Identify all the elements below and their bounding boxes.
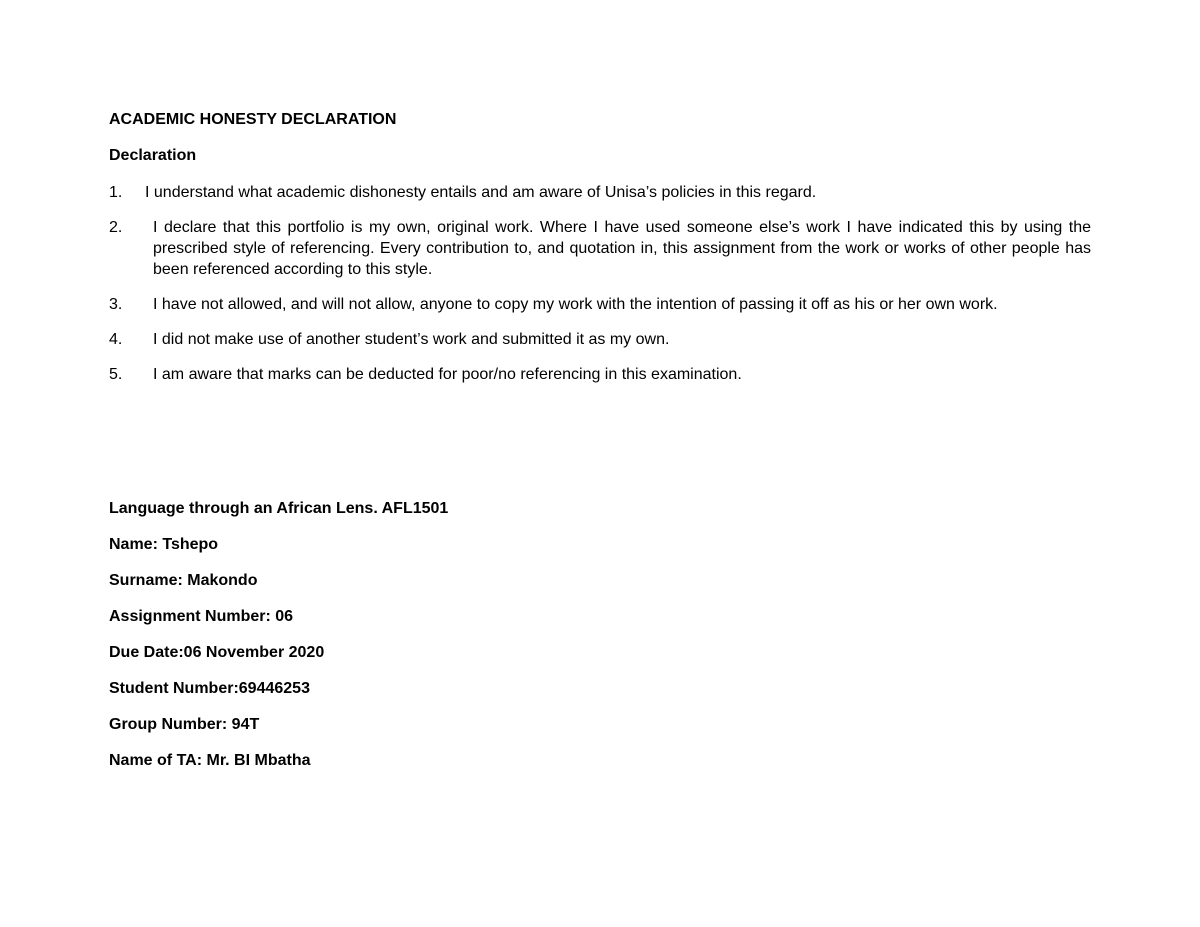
declaration-item-3 bbox=[109, 294, 1091, 315]
student-info-block bbox=[109, 498, 448, 786]
student-surname: Surname: Makondo bbox=[109, 572, 258, 589]
document-title: ACADEMIC HONESTY DECLARATION bbox=[109, 111, 397, 128]
declaration-number: 3. bbox=[109, 296, 123, 313]
declaration-text: I have not allowed, and will not allow, anyone to copy my work with the intention of passing it off as his or her own work. bbox=[153, 296, 998, 313]
declaration-subheading: Declaration bbox=[109, 147, 197, 164]
assignment-number: Assignment Number: 06 bbox=[109, 608, 294, 625]
declaration-item-2 bbox=[109, 217, 1091, 280]
declaration-number: 4. bbox=[109, 331, 123, 348]
declaration-number: 1. bbox=[109, 184, 123, 201]
declaration-list bbox=[109, 182, 1091, 399]
due-date: Due Date:06 November 2020 bbox=[109, 644, 325, 661]
declaration-item-1 bbox=[109, 182, 1091, 203]
declaration-text: I did not make use of another student’s work and submitted it as my own. bbox=[153, 331, 670, 348]
declaration-text: I declare that this portfolio is my own, original work. Where I have used someone else’s work I have indicated this by using the prescribed style of referencing. Every contribution to, and quotation in, this assignment from the work or works of other people has been referenced according to this style. bbox=[153, 219, 1091, 278]
declaration-number: 5. bbox=[109, 366, 123, 383]
declaration-text: I am aware that marks can be deducted for poor/no referencing in this examination. bbox=[153, 366, 742, 383]
declaration-item-4 bbox=[109, 329, 1091, 350]
student-number: Student Number:69446253 bbox=[109, 680, 310, 697]
declaration-text: I understand what academic dishonesty entails and am aware of Unisa’s policies in this regard. bbox=[145, 184, 817, 201]
declaration-item-5 bbox=[109, 364, 1091, 385]
group-number: Group Number: 94T bbox=[109, 716, 260, 733]
student-name: Name: Tshepo bbox=[109, 536, 219, 553]
declaration-number: 2. bbox=[109, 219, 123, 236]
module-title: Language through an African Lens. AFL1501 bbox=[109, 500, 449, 517]
ta-name: Name of TA: Mr. BI Mbatha bbox=[109, 752, 311, 769]
